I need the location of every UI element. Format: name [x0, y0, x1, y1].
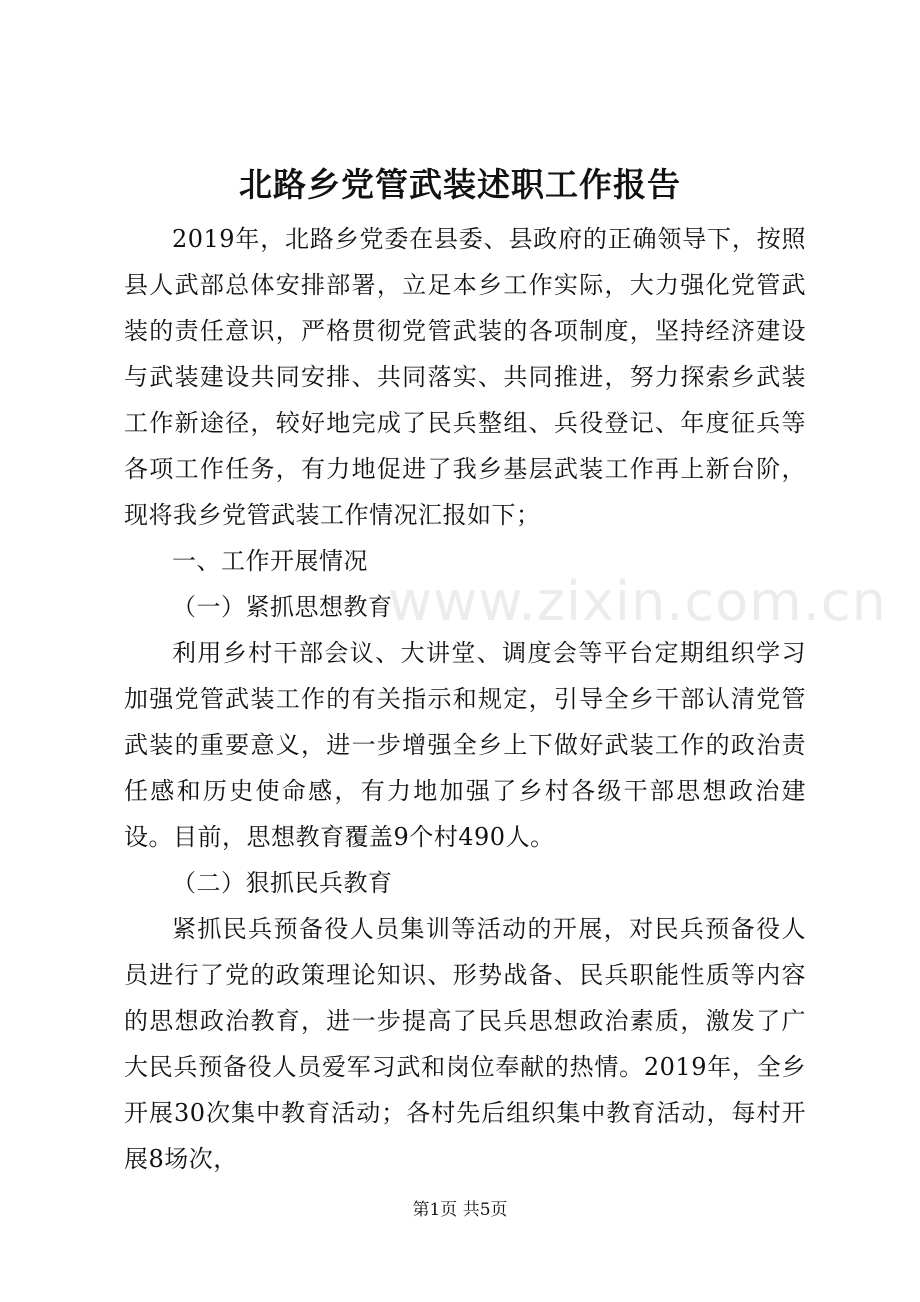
subsection-paragraph-2: 紧抓民兵预备役人员集训等活动的开展，对民兵预备役人员进行了党的政策理论知识、形势战备、民兵职能性质等内容的思想政治教育，进一步提高了民兵思想政治素质，激发了广大民兵预备役人员爱军习武和岗位奉献的热情。2019年，全乡开展30次集中教育活动；各村先后组织集中教育活动，每村开展8场次， — [124, 915, 806, 1173]
section-heading-1: 一、工作开展情况 — [172, 547, 368, 575]
document-title: 北路乡党管武装述职工作报告 — [239, 165, 681, 204]
intro-paragraph: 2019年，北路乡党委在县委、县政府的正确领导下，按照县人武部总体安排部署，立足本乡工作实际，大力强化党管武装的责任意识，严格贯彻党管武装的各项制度，坚持经济建设与武装建设共同安排、共同落实、共同推进，努力探索乡武装工作新途径，较好地完成了民兵整组、兵役登记、年度征兵等各项工作任务，有力地促进了我乡基层武装工作再上新台阶，现将我乡党管武装工作情况汇报如下； — [124, 225, 806, 529]
page-footer: 第1页 共5页 — [412, 1200, 508, 1220]
subsection-heading-1: （一）紧抓思想教育 — [172, 593, 393, 621]
subsection-paragraph-1: 利用乡村干部会议、大讲堂、调度会等平台定期组织学习加强党管武装工作的有关指示和规定，引导全乡干部认清党管武装的重要意义，进一步增强全乡上下做好武装工作的政治责任感和历史使命感，有力地加强了乡村各级干部思想政治建设。目前，思想教育覆盖9个村490人。 — [124, 639, 806, 851]
subsection-heading-2: （二）狠抓民兵教育 — [172, 869, 393, 897]
watermark: www.zixin.com.cn — [388, 570, 887, 633]
document-body — [124, 216, 806, 1182]
